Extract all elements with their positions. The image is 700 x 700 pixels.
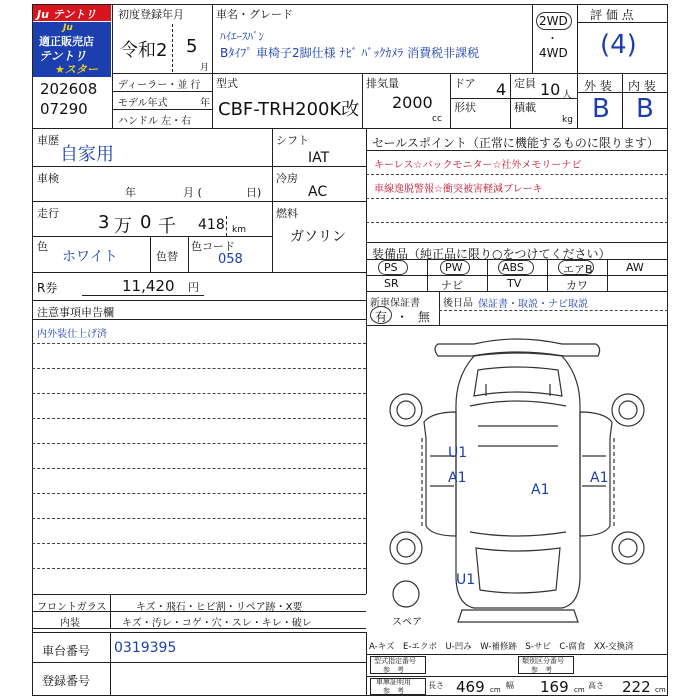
- first-reg-label: 初度登録年月: [118, 8, 184, 21]
- height-label: 高さ: [588, 681, 604, 690]
- mileage-sen-unit: 千: [158, 216, 176, 237]
- shape-label: 形状: [454, 101, 476, 114]
- first-reg-month-unit: 月: [200, 63, 210, 73]
- type-value: CBF-TRH200K改: [218, 99, 360, 120]
- sales-line1: キーレス☆バックモニター☆社外メモリーナビ: [374, 160, 582, 171]
- logo-brand: Ju テントリ: [37, 8, 97, 21]
- grade-label: 評 価 点: [590, 8, 634, 22]
- model-number-sub: 参 考: [383, 666, 404, 674]
- warranty-dot: ・: [396, 310, 409, 324]
- notes-label: 注意事項申告欄: [37, 306, 114, 319]
- history-value: 自家用: [60, 144, 114, 165]
- equip-tv: TV: [507, 277, 522, 290]
- warranty-yes: 有: [375, 310, 388, 324]
- car-name-line2: Bﾀｲﾌﾟ 車椅子2脚仕様 ﾅﾋﾞ ﾊﾞｯｸｶﾒﾗ 消費税非課税: [220, 46, 480, 60]
- length-unit: cm: [490, 686, 501, 694]
- height-unit: cm: [655, 686, 666, 694]
- interior-label: 内 装: [628, 79, 656, 93]
- auction-code1: 202608: [40, 80, 98, 98]
- front-right-wheel: [612, 394, 644, 426]
- mileage-rest: 418: [198, 217, 225, 233]
- car-name-label: 車名・グレード: [216, 8, 293, 21]
- interior-cond-value: キズ・汚レ・コゲ・穴・スレ・キレ・破レ: [122, 618, 312, 629]
- history-label: 車歴: [37, 134, 59, 147]
- sales-label: セールスポイント（正常に機能するものに限ります）: [372, 136, 659, 150]
- mileage-label: 走行: [37, 207, 59, 220]
- spare-label: スペア: [392, 617, 422, 628]
- inspection-day: 日): [246, 186, 262, 199]
- equip-airbag: エアB: [563, 263, 593, 276]
- class-number-label: 類別区分番号: [522, 657, 564, 665]
- width-label: 幅: [506, 681, 514, 690]
- height-value: 222: [622, 678, 651, 696]
- notes-line1: 内外装仕上げ済: [37, 329, 107, 340]
- fuel-value: ガソリン: [290, 229, 346, 245]
- length-value: 469: [456, 678, 485, 696]
- damage-mark-a1-center: A1: [531, 482, 550, 498]
- cert-sub: 参 考: [383, 687, 404, 695]
- load-unit: kg: [562, 115, 573, 125]
- chassis-label: 車台番号: [42, 644, 91, 658]
- recycle-value: 11,420: [122, 277, 175, 295]
- model-number-label: 型式指定番号: [374, 657, 416, 665]
- damage-mark-a1-left: A1: [448, 470, 467, 486]
- front-glass-value: キズ・飛石・ヒビ割・リペア跡・X要: [136, 602, 303, 613]
- mileage-unit: km: [232, 225, 246, 235]
- displacement-label: 排気量: [366, 77, 399, 90]
- parts-label: 後日品: [443, 298, 473, 309]
- cert-label: 車庫証明用: [376, 678, 411, 686]
- equip-leather: カワ: [566, 279, 588, 292]
- model-year-label: モデル年式: [118, 98, 168, 109]
- parts-value: 保証書・取説・ナビ取説: [478, 299, 588, 310]
- auction-code2: 07290: [40, 100, 88, 118]
- recycle-unit: 円: [188, 281, 199, 294]
- damage-mark-a1-right: A1: [590, 470, 609, 486]
- logo-line2: テントリ: [39, 49, 87, 63]
- displacement-unit: cc: [432, 114, 442, 124]
- rear-bumper: [458, 610, 578, 622]
- equip-sr: SR: [384, 277, 399, 290]
- interior-value: B: [636, 94, 654, 124]
- equip-ps: PS: [384, 261, 398, 274]
- logo: [33, 5, 111, 77]
- drive-dot: ・: [547, 32, 558, 45]
- car-name-line1: ﾊｲｴｰｽﾊﾞﾝ: [220, 30, 264, 43]
- damage-mark-u1-rear: U1: [456, 572, 476, 588]
- capacity-unit: 人: [562, 90, 572, 101]
- warranty-no: 無: [418, 310, 431, 324]
- drive-2wd: 2WD: [539, 14, 568, 28]
- car-diagram: [366, 326, 668, 636]
- color-label: 色: [37, 240, 48, 253]
- mileage-man-unit: 万: [114, 216, 132, 237]
- rear-left-wheel: [390, 532, 422, 564]
- reg-label: 登録番号: [42, 674, 91, 688]
- chassis-value: 0319395: [114, 640, 177, 656]
- door-label: ドア: [454, 77, 476, 90]
- ac-value: AC: [308, 184, 328, 200]
- first-reg-era: 令和2: [120, 40, 168, 61]
- recycle-label: R券: [37, 281, 58, 295]
- logo-top: [33, 5, 111, 21]
- door-value: 4: [496, 80, 507, 99]
- front-glass-label: フロントガラス: [37, 602, 107, 613]
- load-label: 積載: [514, 101, 536, 114]
- equipment-label: 装備品（純正品に限り○をつけてください）: [372, 247, 611, 261]
- fuel-label: 燃料: [276, 207, 298, 220]
- dealer-label: ディーラー・並 行: [118, 80, 201, 91]
- sales-line2: 車線逸脱警報☆衝突被害軽減ブレーキ: [374, 184, 543, 195]
- logo-body: [33, 22, 111, 77]
- ac-label: 冷房: [276, 172, 298, 185]
- color-change-label: 色替: [156, 250, 178, 263]
- color-code: 058: [218, 252, 243, 267]
- front-left-wheel: [390, 394, 422, 426]
- drive-4wd: 4WD: [539, 46, 568, 60]
- exterior-label: 外 装: [584, 79, 612, 93]
- mileage-man: 3: [98, 212, 110, 233]
- damage-mark-u1-left: U1: [448, 445, 468, 461]
- equip-pw: PW: [445, 261, 463, 274]
- recycle-amount-box: [82, 276, 204, 296]
- mileage-sen: 0: [140, 212, 152, 233]
- equip-aw: AW: [626, 261, 644, 274]
- rear-right-wheel: [612, 532, 644, 564]
- equip-navi: ナビ: [441, 279, 463, 292]
- model-year-unit: 年: [200, 98, 210, 109]
- legend: A-キズ E-エクボ U-凹み W-補修跡 S-サビ C-腐食 XX-交換済: [369, 642, 634, 652]
- handle-label: ハンドル 左・右: [118, 116, 192, 127]
- capacity-value: 10: [540, 80, 561, 99]
- shift-value: IAT: [308, 150, 330, 166]
- width-unit: cm: [574, 686, 585, 694]
- inspection-year: 年: [125, 186, 136, 199]
- color-value: ホワイト: [62, 249, 118, 265]
- warranty-label: 新車保証書: [370, 298, 420, 309]
- exterior-value: B: [592, 94, 610, 124]
- logo-line1: 適正販売店: [39, 35, 94, 48]
- logo-sub: Ju: [63, 23, 73, 33]
- type-label: 型式: [216, 77, 238, 90]
- capacity-label: 定員: [514, 77, 536, 90]
- equip-abs: ABS: [502, 261, 524, 274]
- width-value: 169: [540, 678, 569, 696]
- inspection-label: 車検: [37, 172, 59, 185]
- shift-label: シフト: [276, 134, 309, 147]
- interior-cond-label: 内装: [60, 618, 80, 629]
- class-number-sub: 参 考: [531, 666, 552, 674]
- displacement-value: 2000: [392, 93, 433, 112]
- inspection-month: 月 (: [183, 186, 202, 199]
- first-reg-month: 5: [186, 36, 198, 57]
- color-code-label: 色コード: [191, 240, 235, 253]
- spare-tire: [393, 581, 419, 607]
- length-label: 長さ: [428, 681, 444, 690]
- grade-value: (4): [600, 30, 637, 60]
- logo-line3: ★スター: [55, 63, 98, 76]
